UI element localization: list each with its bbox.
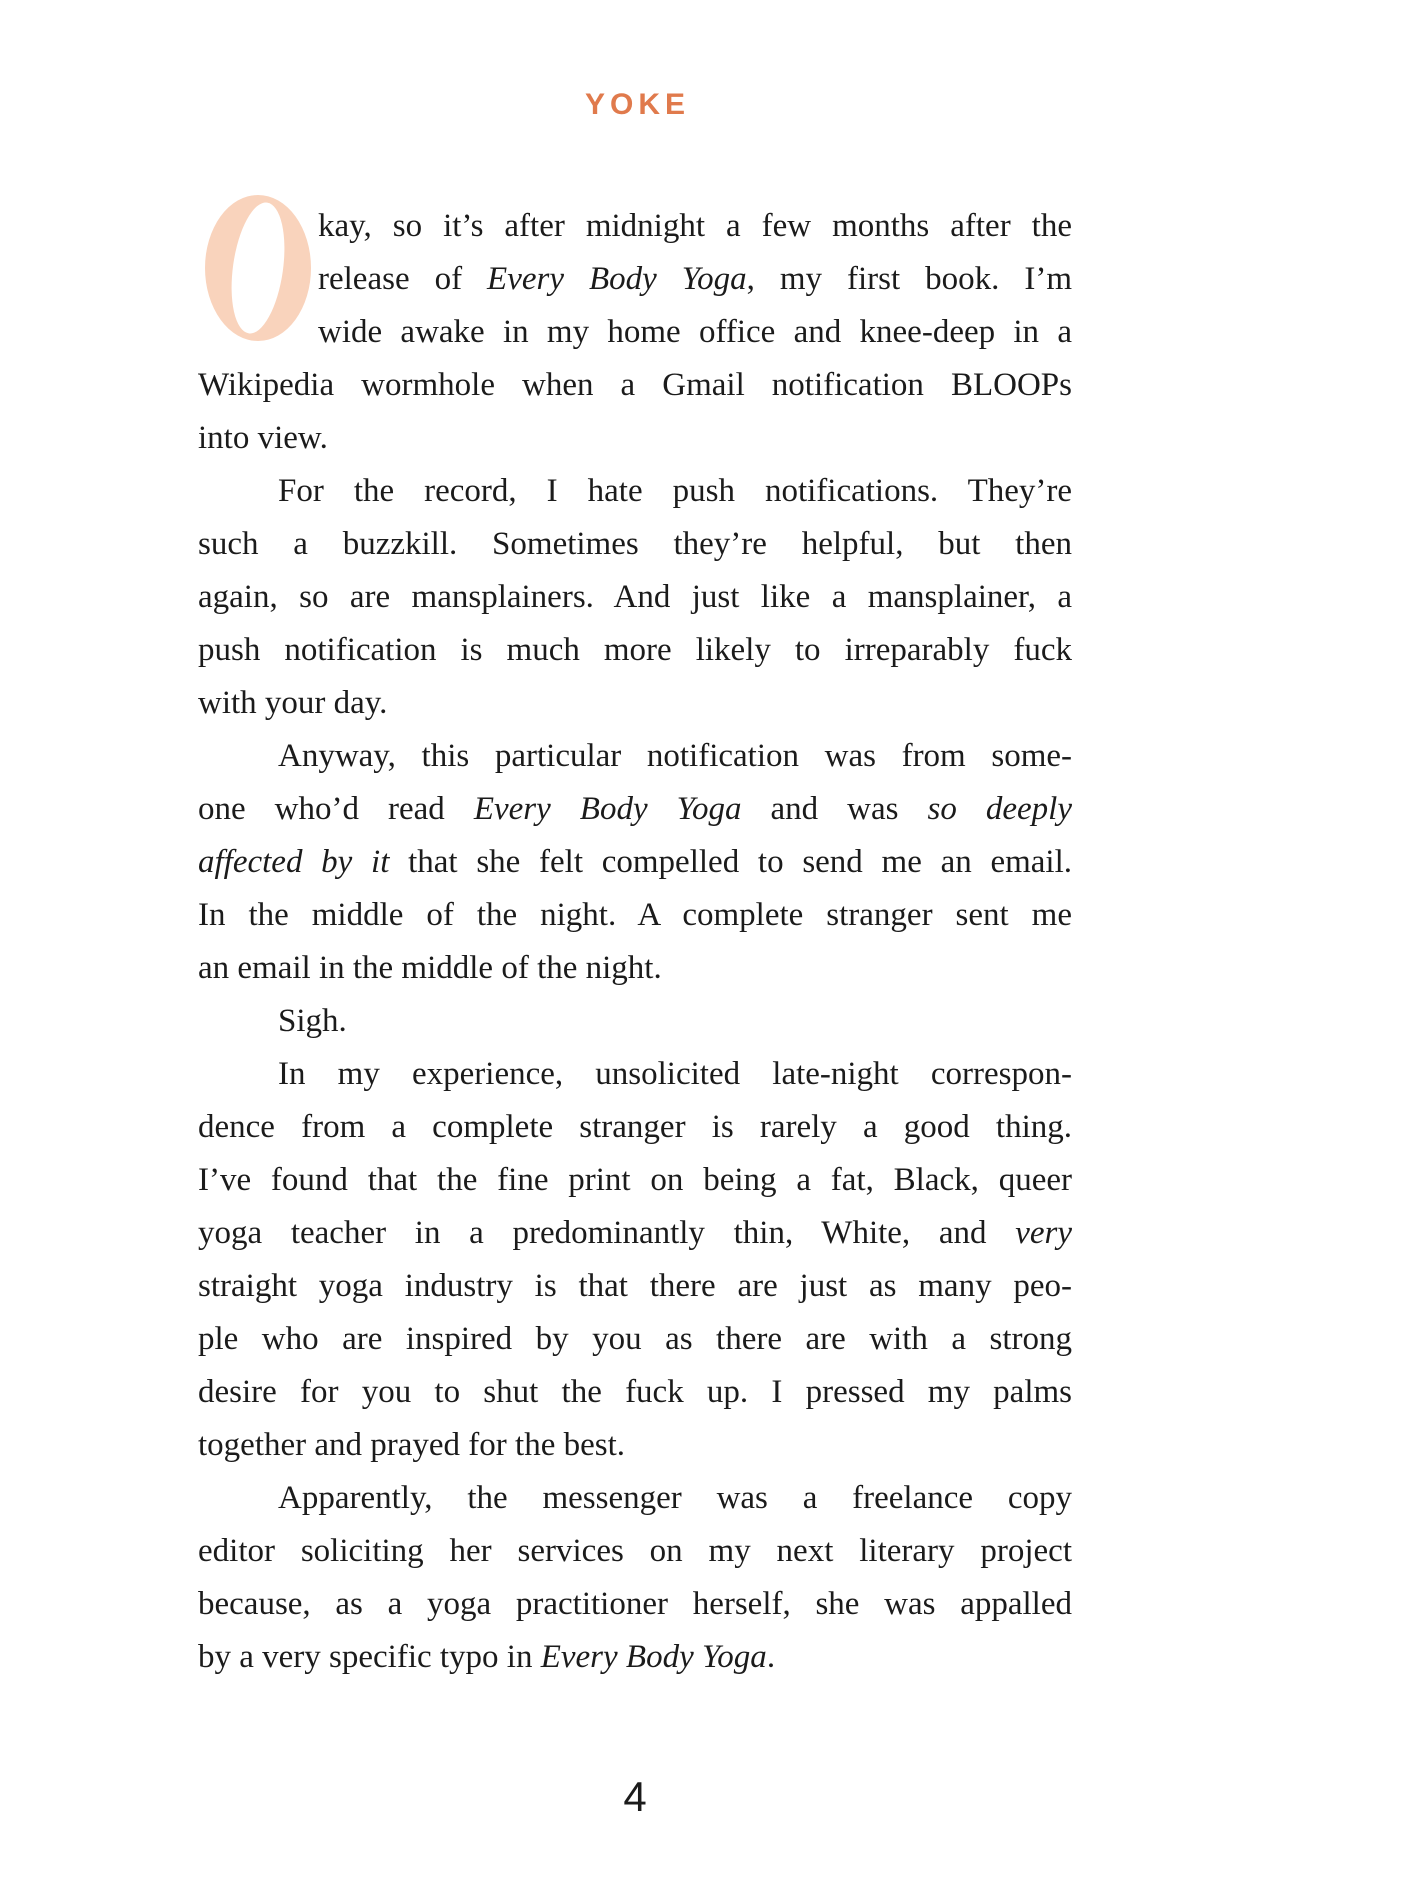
text-run: ple who are inspired by you as there are with a strong [198,1321,1072,1357]
text-run: again, so are mansplainers. And just like a mansplainer, a [198,579,1072,615]
text-line [198,1048,1072,1101]
text-line [198,412,1072,465]
italic-text-run: very [1015,1215,1072,1251]
text-run: Sigh. [278,1003,347,1039]
running-head-title: YOKE [584,88,691,121]
text-run: push notification is much more likely to irreparably fuck [198,632,1072,668]
text-run: because, as a yoga practitioner herself, she was appalled [198,1586,1072,1622]
text-line [198,306,1072,359]
text-line [198,1525,1072,1578]
text-run: editor soliciting her services on my next literary project [198,1533,1072,1569]
text-run: desire for you to shut the fuck up. I pressed my palms [198,1374,1072,1410]
text-run: release of [318,261,488,297]
text-run: into view. [198,420,328,456]
text-line [198,253,1072,306]
text-line [198,1419,1072,1472]
italic-text-run: so deeply [927,791,1072,827]
body-text [198,200,1072,1684]
text-line [198,1313,1072,1366]
text-line [198,1101,1072,1154]
text-run: such a buzzkill. Sometimes they’re helpful, but then [198,526,1072,562]
text-run: Apparently, the messenger was a freelance copy [278,1480,1072,1516]
text-run: For the record, I hate push notifications. They’re [278,473,1072,509]
text-run: and was [741,791,928,827]
text-run: I’ve found that the fine print on being a fat, Black, queer [198,1162,1072,1198]
text-line [198,1260,1072,1313]
text-line [198,571,1072,624]
drop-cap-letter [198,193,199,194]
text-run: , my first book. I’m [746,261,1072,297]
italic-text-run: affected by it [198,844,390,880]
text-run: by a very specific typo in [198,1639,541,1675]
text-run: with your day. [198,685,388,721]
italic-text-run: Every Body Yoga [487,261,747,297]
text-line [198,1472,1072,1525]
text-line [198,677,1072,730]
text-line [198,200,1072,253]
text-line [198,1366,1072,1419]
text-run: an email in the middle of the night. [198,950,662,986]
text-run: Anyway, this particular notification was from some- [278,738,1072,774]
text-run: wide awake in my home office and knee-deep in a [318,314,1072,350]
text-line [198,359,1072,412]
text-line [198,624,1072,677]
text-line [198,730,1072,783]
text-run: straight yoga industry is that there are just as many peo- [198,1268,1072,1304]
text-run: together and prayed for the best. [198,1427,626,1463]
text-run: one who’d read [198,791,474,827]
text-line [198,518,1072,571]
text-line [198,1207,1072,1260]
text-run: In my experience, unsolicited late-night correspon- [278,1056,1072,1092]
text-run: yoga teacher in a predominantly thin, White, and [198,1215,1016,1251]
text-run: In the middle of the night. A complete stranger sent me [198,897,1072,933]
text-run: dence from a complete stranger is rarely a good thing. [198,1109,1072,1145]
text-line [198,1154,1072,1207]
text-line [198,995,1072,1048]
page-number: 4 [623,1773,647,1820]
text-line [198,1578,1072,1631]
text-line [198,783,1072,836]
text-line [198,889,1072,942]
text-run: Wikipedia wormhole when a Gmail notification BLOOPs [198,367,1072,403]
drop-cap [198,193,318,342]
italic-text-run: Every Body Yoga [473,791,742,827]
text-run: . [766,1639,776,1675]
text-run: kay, so it’s after midnight a few months after the [318,208,1072,244]
italic-text-run: Every Body Yoga [540,1639,767,1675]
text-line [198,465,1072,518]
drop-cap-o-icon [204,193,312,343]
text-line [198,1631,1072,1684]
text-run: that she felt compelled to send me an email. [389,844,1072,880]
text-line [198,836,1072,889]
text-line [198,942,1072,995]
